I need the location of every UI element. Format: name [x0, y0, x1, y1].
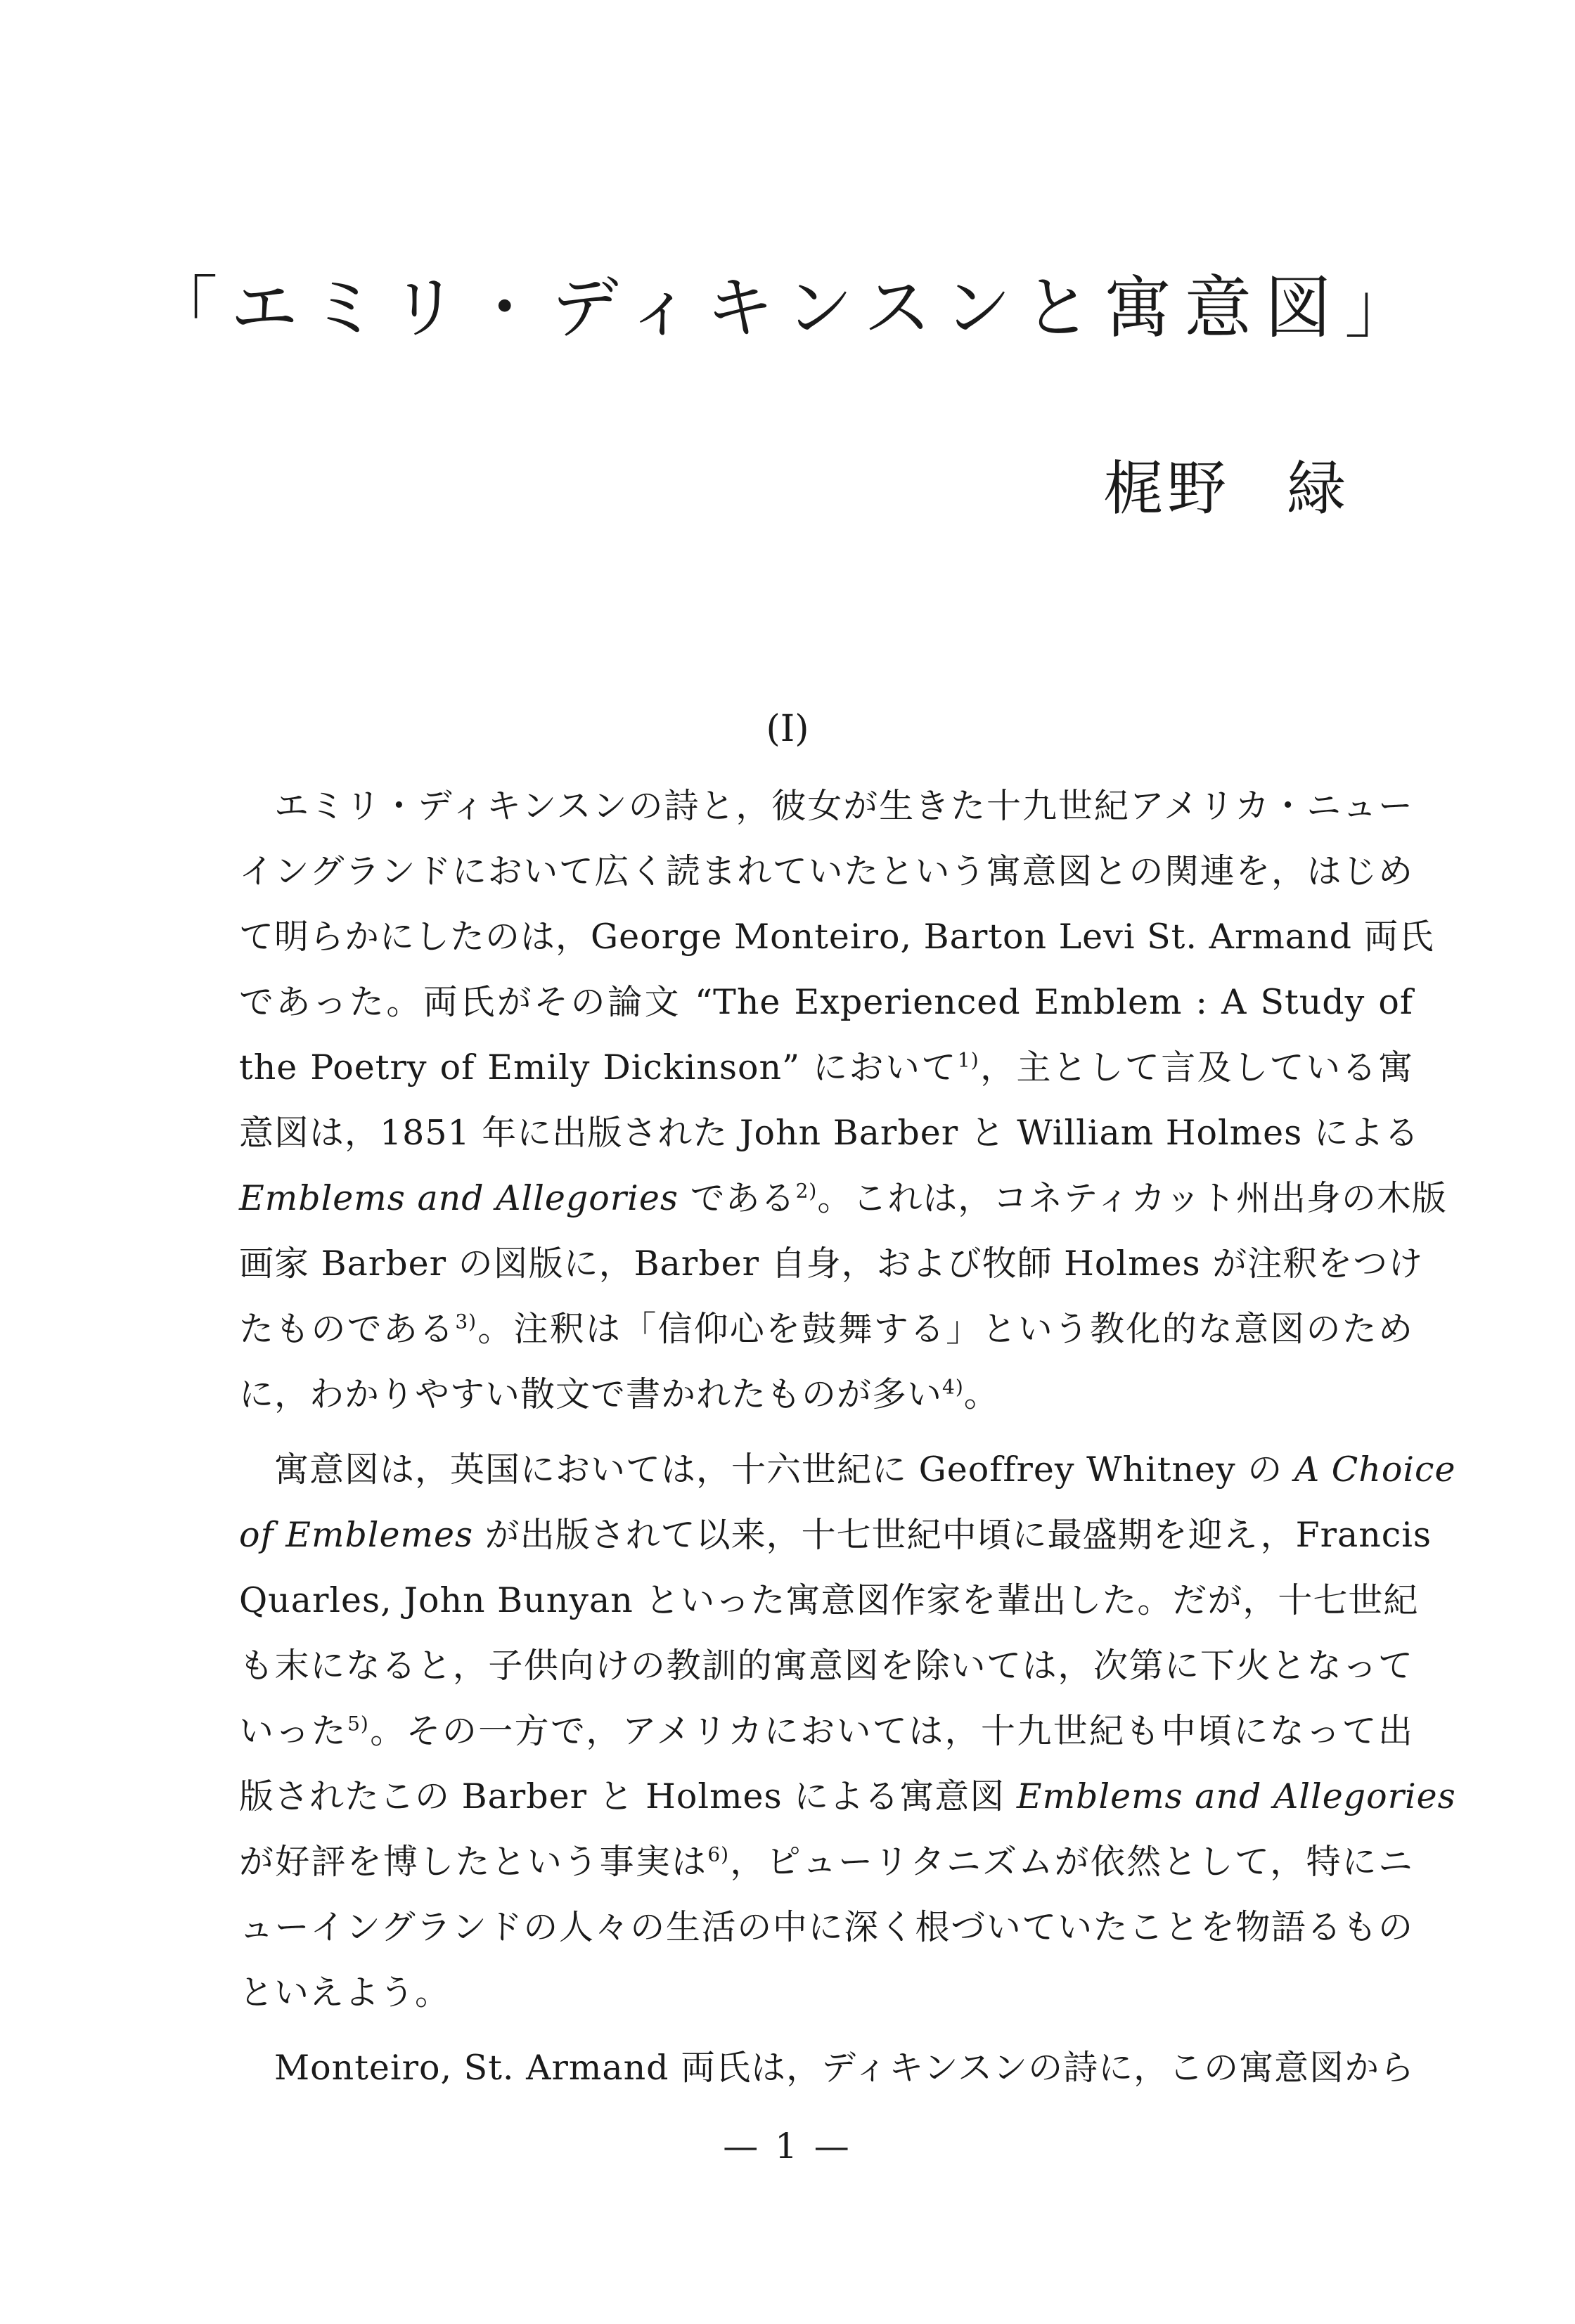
text-line: 意図は，1851 年に出版された John Barber と William Holmes による [239, 1113, 1420, 1153]
text-line: であった。両氏がその論文 “The Experienced Emblem : A Study of [239, 982, 1413, 1022]
footnote-ref: 4) [942, 1375, 964, 1399]
text-line: the Poetry of Emily Dickinson” において$^{1)}$，主として言及している寓 [239, 1047, 1413, 1087]
text-line: 版されたこの Barber と Holmes による寓意図 Emblems and Allegories [239, 1776, 1456, 1816]
text-line: いった$^{5)}$。その一方で，アメリカにおいては，十九世紀も中頃になって出 [239, 1711, 1413, 1751]
author-given-name: 緑 [1286, 454, 1350, 523]
page-title: 「エミリ・ディキンスンと寓意図」 [150, 269, 1425, 347]
author-family-name: 梶野 [1103, 454, 1230, 523]
text-line: 寓意図は，英国においては，十六世紀に Geoffrey Whitney の A Choice [274, 1450, 1456, 1490]
footnote-ref: 1) [957, 1048, 979, 1072]
footnote-ref: 2) [795, 1179, 818, 1203]
page-number: — 1 — [723, 2126, 852, 2167]
body-text [239, 773, 1456, 2100]
book-title: Emblems and Allegories [1016, 1776, 1456, 1816]
text-line: エミリ・ディキンスンの詩と，彼女が生きた十九世紀アメリカ・ニュー [274, 786, 1413, 826]
text-line: といえよう。 [239, 1973, 451, 2013]
text-line: たものである$^{3)}$。注釈は「信仰心を鼓舞する」という教化的な意図のため [239, 1309, 1413, 1349]
text-line: が好評を博したという事実は$^{6)}$，ピューリタニズムが依然として，特にニ [239, 1842, 1413, 1882]
footnote-ref: 5) [347, 1712, 369, 1736]
text-line: も末になると，子供向けの教訓的寓意図を除いては，次第に下火となって [239, 1646, 1413, 1686]
text-line: Monteiro, St. Armand 両氏は，ディキンスンの詩に，この寓意図から [274, 2048, 1415, 2088]
footnote-ref: 3) [455, 1310, 477, 1334]
book-title: Emblems and Allegories [239, 1178, 679, 1218]
text-line: に，わかりやすい散文で書かれたものが多い$^{4)}$。 [239, 1374, 999, 1414]
text-line: イングランドにおいて広く読まれていたという寓意図との関連を，はじめ [239, 851, 1413, 891]
book-title: A Choice [1294, 1450, 1456, 1490]
paragraph [239, 1437, 1456, 2025]
footnote-ref: 6) [707, 1842, 730, 1866]
text-line: of Emblemes が出版されて以来，十七世紀中頃に最盛期を迎え，Francis [239, 1515, 1432, 1555]
text-line: Emblems and Allegories である$^{2)}$。これは，コネティカット州出身の木版 [239, 1178, 1447, 1218]
section-heading: (I) [766, 708, 809, 750]
text-line: ューイングランドの人々の生活の中に深く根づいていたことを物語るもの [239, 1907, 1413, 1947]
text-line: Quarles, John Bunyan といった寓意図作家を輩出した。だが，十七世紀 [239, 1580, 1419, 1620]
paragraph [239, 2035, 1413, 2100]
paragraph [239, 773, 1447, 1427]
book-title: of Emblemes [239, 1515, 474, 1555]
author-name [1104, 450, 1350, 527]
text-line: 画家 Barber の図版に，Barber 自身，および牧師 Holmes が注釈をつけ [239, 1244, 1424, 1284]
text-line: て明らかにしたのは，George Monteiro, Barton Levi St. Armand 両氏 [239, 917, 1434, 957]
